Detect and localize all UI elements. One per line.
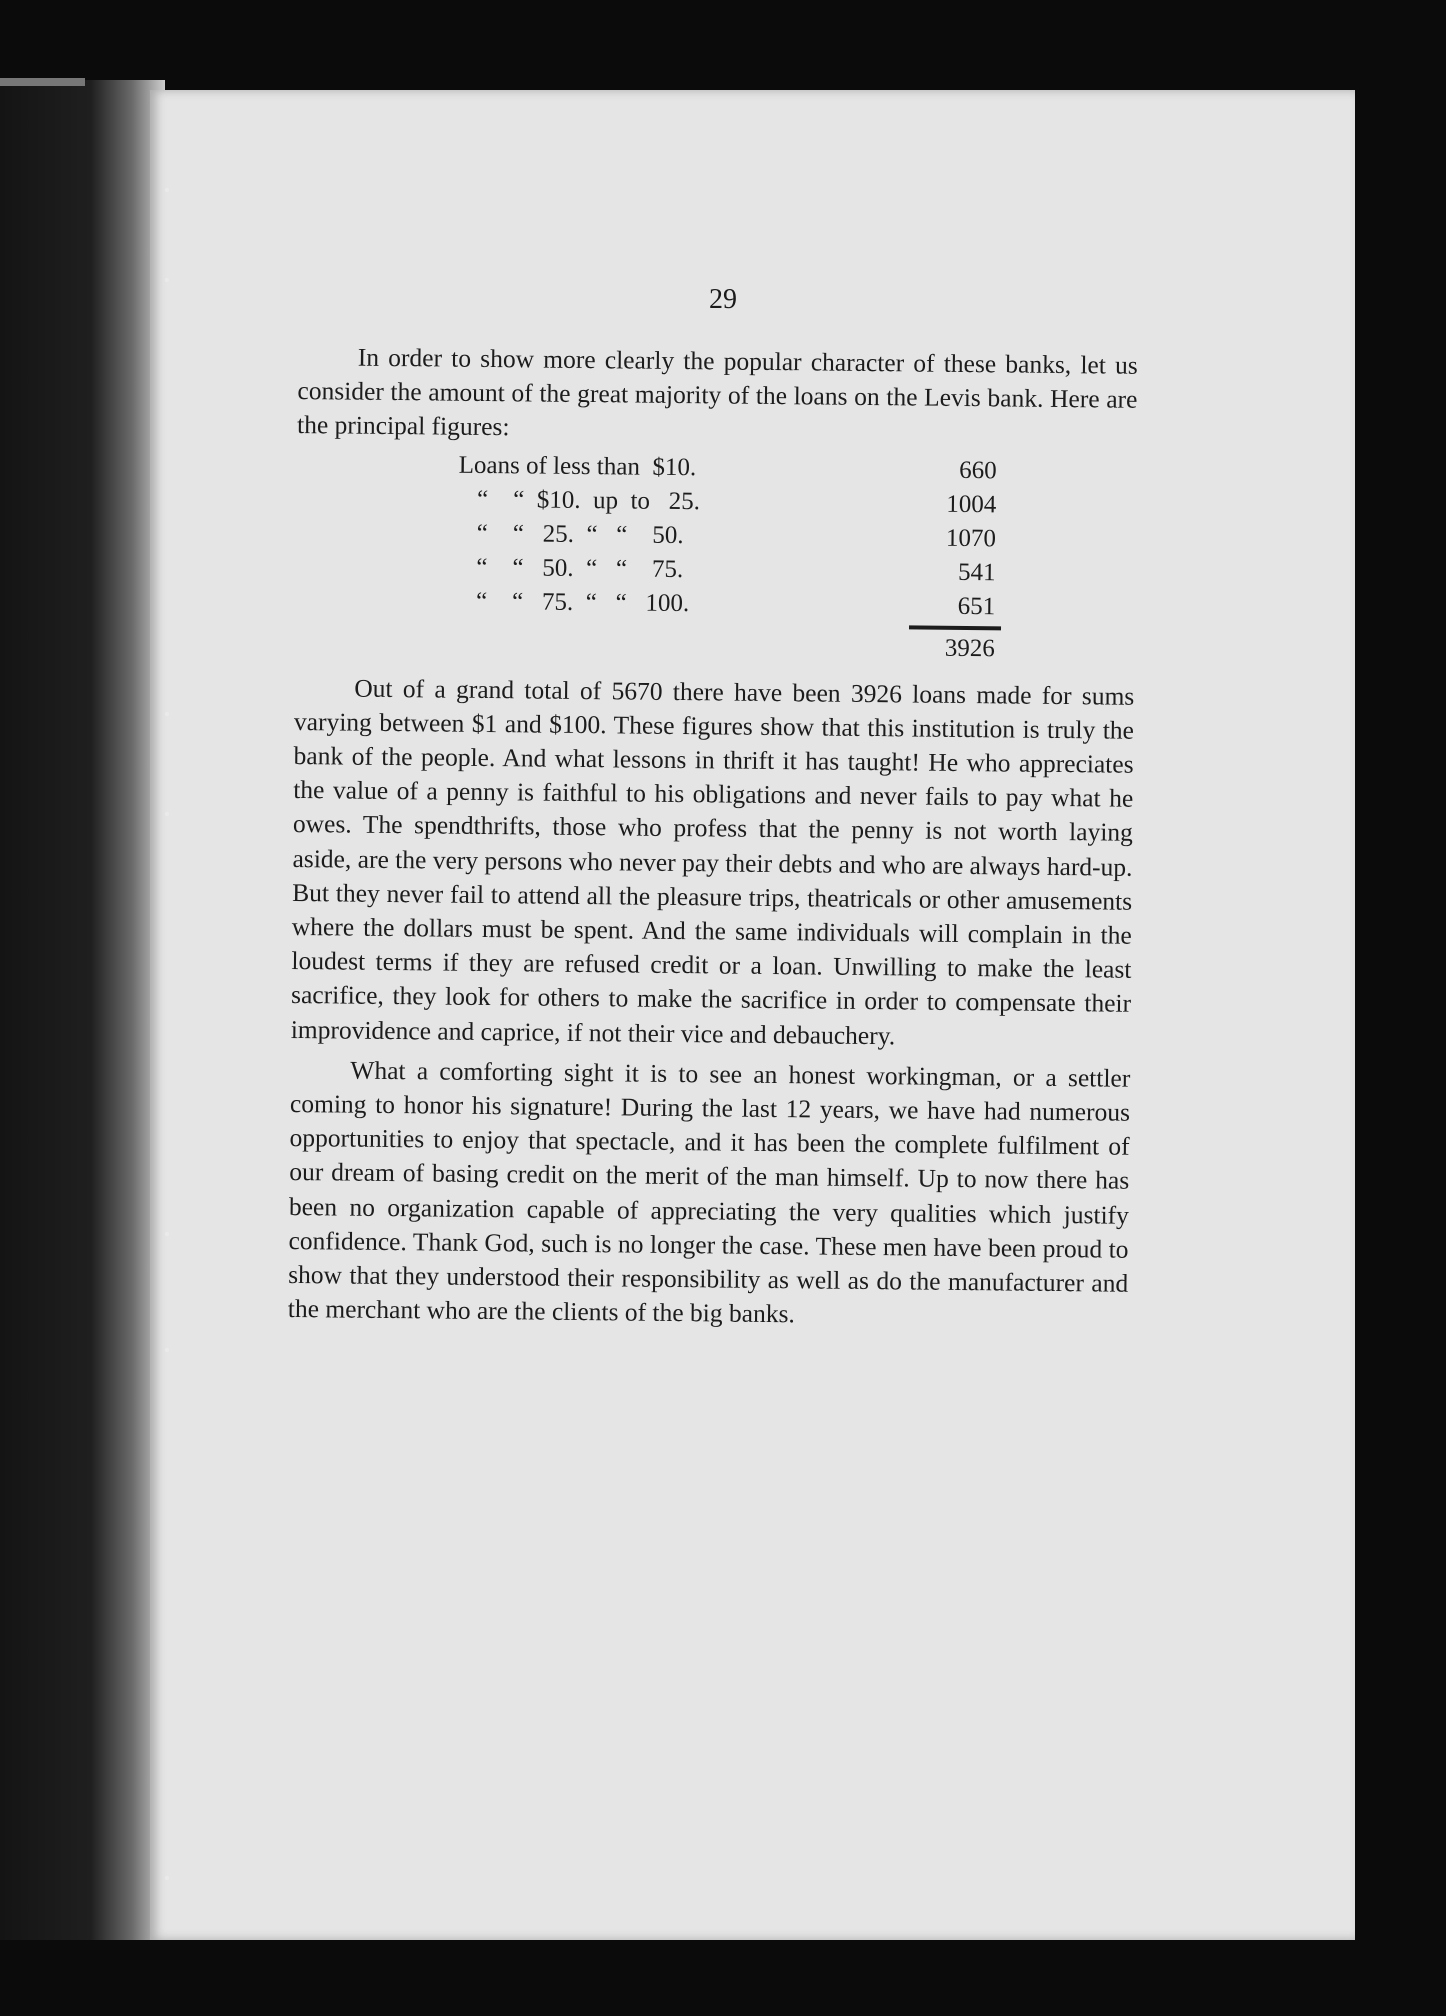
binding-mark xyxy=(165,812,169,816)
loan-count: 1004 xyxy=(946,490,997,518)
loan-range-label: “ “ $10. up to 25. xyxy=(458,485,701,515)
binding-mark xyxy=(165,188,169,192)
binding-mark xyxy=(165,278,169,282)
loans-table xyxy=(295,447,1137,674)
binding-mark xyxy=(165,712,169,716)
book-gutter xyxy=(0,80,165,1940)
loan-count: 541 xyxy=(957,558,996,586)
page-number: 29 xyxy=(709,284,737,315)
binding-mark xyxy=(165,1876,169,1880)
loan-count: 660 xyxy=(959,456,997,484)
loan-count: 651 xyxy=(957,592,996,620)
total-rule xyxy=(909,625,1001,630)
loans-total: 3926 xyxy=(944,634,995,662)
loan-range-label: “ “ 25. “ “ 50. xyxy=(457,519,684,549)
facing-page-edge xyxy=(0,78,85,86)
body-text xyxy=(288,340,1138,1335)
loan-range-label: “ “ 75. “ “ 100. xyxy=(457,587,690,617)
paragraph-3: What a comforting sight it is to see an honest workingman, or a settler coming to honor his signature! During the last 12 years, we have had numerous opportunities to enjoy that spectacle, and it has been the complete fulfilment of our dream of basing credit on the merit of the man himself. Up to now there has been no organization capable of appreciating the very qualities which justify confidence. Thank God, such is no longer the case. These men have been proud to show that they understood their responsibility as well as do the manufacturer and the merchant who are the clients of the big banks. xyxy=(287,1055,1131,1329)
loan-range-label: “ “ 50. “ “ 75. xyxy=(457,553,684,583)
paragraph-2: Out of a grand total of 5670 there have been 3926 loans made for sums varying between $1 and $100. These figures show that this institution is truly the bank of the people. And what lessons in thrift it has taught! He who appreciates the value of a penny is faithful to his obligations and never fails to pay what he owes. The spendthrifts, those who profess that the penny is not worth laying aside, are the very persons who never pay their debts and who are always hard-up. But they never fail to attend all the pleasure trips, theatricals or other amusements where the dollars must be spent. And the same individuals will complain in the loudest terms if they are refused credit or a loan. Unwilling to make the least sacrifice, they look for others to make the sacrifice in order to compensate their improvidence and caprice, if not their vice and debauchery. xyxy=(290,673,1135,1050)
loan-count: 1070 xyxy=(945,524,997,552)
intro-paragraph: In order to show more clearly the popular character of these banks, let us consider the amount of the great majority of the loans on the Levis bank. Here are the principal figures: xyxy=(296,342,1138,442)
binding-mark xyxy=(165,1348,169,1352)
binding-mark xyxy=(165,1232,169,1236)
loan-range-label: Loans of less than $10. xyxy=(458,451,697,481)
